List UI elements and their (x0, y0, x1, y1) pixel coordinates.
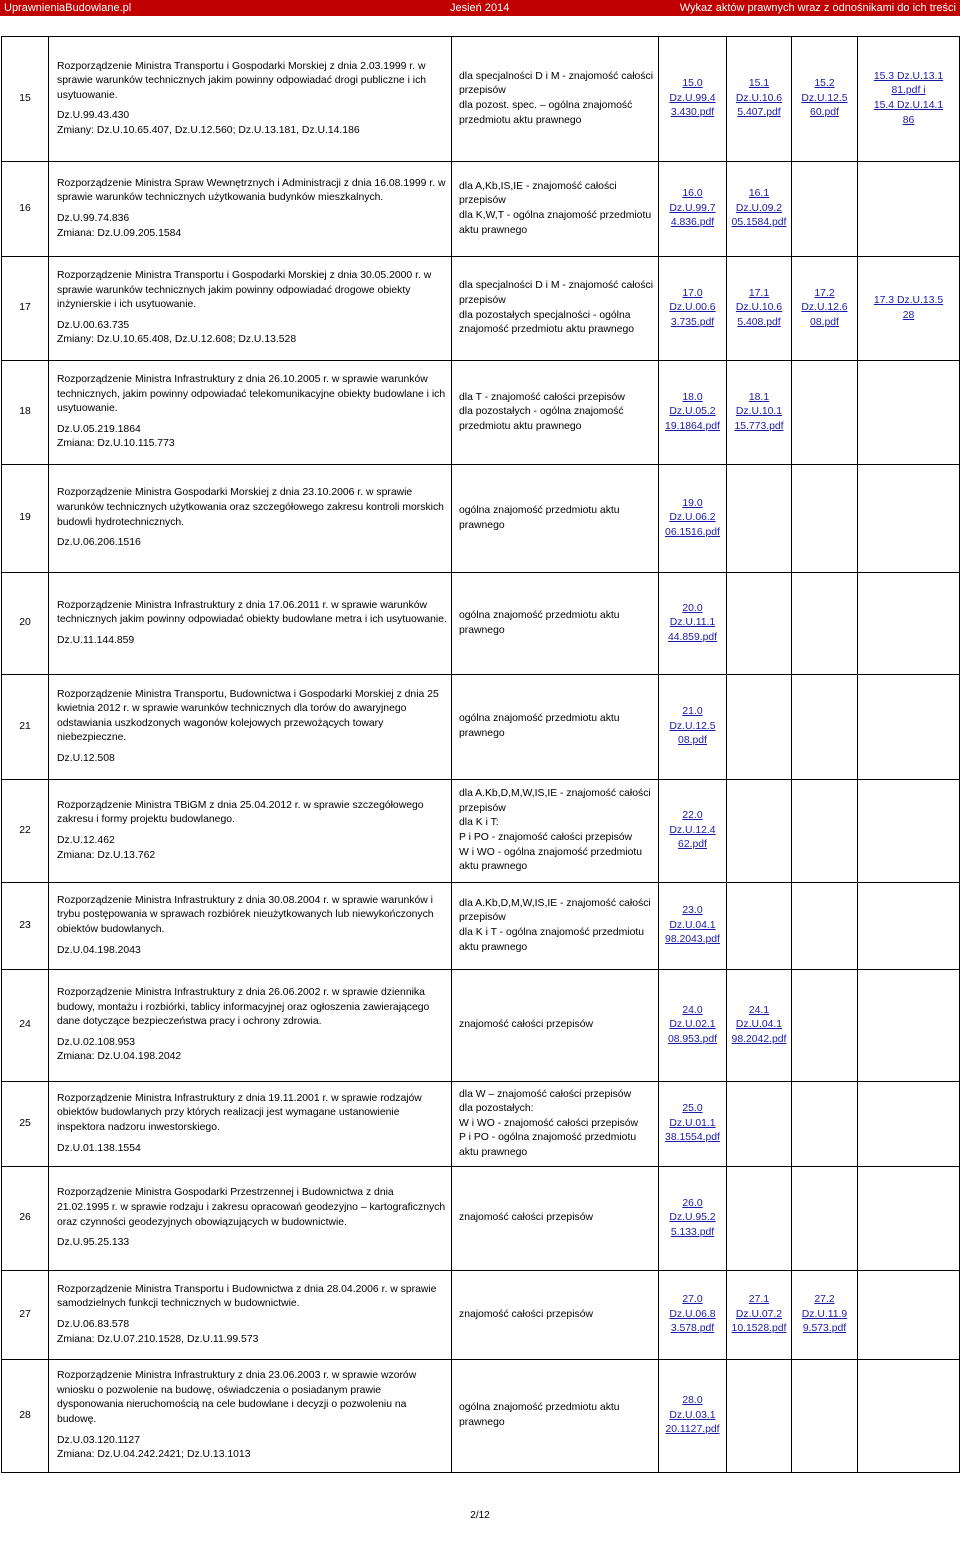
pdf-link-cell (727, 675, 792, 780)
pdf-link-cell[interactable] (659, 1082, 727, 1167)
pdf-link[interactable]: 24.0 Dz.U.02.1 (669, 1004, 716, 1031)
pdf-link-cell[interactable] (792, 257, 858, 361)
description-line: Rozporządzenie Ministra Gospodarki Morskiej z dnia 23.10.2006 r. w sprawie warunków technicznych użytkowania oraz szczegółowego zakresu kontroli morskich budowli hydrotechnicznych. (57, 487, 444, 528)
pdf-link[interactable]: 38.1554.pdf (665, 1132, 720, 1144)
scope-line: ogólna znajomość przedmiotu aktu prawnego (459, 504, 620, 531)
row-number: 20 (2, 573, 49, 675)
regulation-description (49, 573, 452, 675)
pdf-link-cell (792, 970, 858, 1082)
description-line: Dz.U.04.198.2043 (57, 944, 141, 956)
pdf-link[interactable]: 15.2 Dz.U.12.5 (801, 78, 848, 104)
table-row (2, 1167, 960, 1271)
regulation-description (49, 1082, 452, 1167)
pdf-link-cell[interactable] (659, 361, 727, 465)
pdf-link-cell (792, 465, 858, 573)
pdf-link-cell[interactable] (659, 573, 727, 675)
pdf-link[interactable]: 25.0 Dz.U.01.1 (669, 1103, 716, 1129)
regulation-description (49, 361, 452, 465)
row-number: 15 (2, 37, 49, 162)
pdf-link[interactable]: 15.1 Dz.U.10.6 (735, 78, 783, 104)
regulation-description (49, 465, 452, 573)
pdf-link-cell[interactable] (659, 1360, 727, 1473)
scope-line: dla pozostałych - ogólna znajomość przedmiotu aktu prawnego (459, 406, 624, 432)
pdf-link-cell[interactable] (659, 257, 727, 361)
description-line: Zmiana: Dz.U.09.205.1584 (57, 227, 182, 239)
pdf-link[interactable]: 15.0 Dz.U.99.4 (669, 78, 716, 104)
pdf-link[interactable]: 15.3 Dz.U.13.1 (873, 70, 944, 82)
description-line: Rozporządzenie Ministra Gospodarki Przestrzennej i Budownictwa z dnia 21.02.1995 r. w sprawie rodzaju i zakresu opracowań geodezyjno – kartograficznych oraz czynności geodezyjnych obowiązujących w budownictwie. (57, 1187, 446, 1228)
pdf-link[interactable]: 5.407.pdf (737, 107, 781, 119)
pdf-link[interactable]: 23.0 Dz.U.04.1 (669, 905, 716, 931)
description-line: Zmiana: Dz.U.10.115.773 (57, 438, 175, 450)
scope-line: dla T - znajomość całości przepisów (459, 391, 625, 403)
row-number: 23 (2, 883, 49, 970)
table-row (2, 970, 960, 1082)
pdf-link-cell[interactable] (858, 37, 960, 162)
knowledge-scope (452, 573, 659, 675)
pdf-link[interactable]: 5.133.pdf (670, 1226, 715, 1238)
pdf-link-cell (858, 465, 960, 573)
knowledge-scope (452, 162, 659, 257)
pdf-link-cell (727, 883, 792, 970)
description-line: Rozporządzenie Ministra Infrastruktury z dnia 30.08.2004 r. w sprawie warunków i trybu postępowania w sprawach rozbiórek nieużytkowanych lub niewykończonych obiektów budowlanych. (57, 894, 434, 935)
pdf-link-cell[interactable] (659, 465, 727, 573)
scope-line: dla K,W,T - ogólna znajomość przedmiotu aktu prawnego (459, 210, 652, 236)
pdf-link[interactable]: 10.1528.pdf (731, 1323, 787, 1335)
description-line: Dz.U.95.25.133 (57, 1237, 130, 1249)
pdf-link[interactable]: 06.1516.pdf (665, 526, 720, 538)
regulation-description (49, 37, 452, 162)
pdf-link[interactable]: 3.735.pdf (670, 316, 715, 328)
row-number: 22 (2, 780, 49, 883)
scope-line: dla pozostałych specjalności - ogólna znajomość przedmiotu aktu prawnego (459, 309, 635, 336)
description-line: Zmiany: Dz.U.10.65.408, Dz.U.12.608; Dz.U.13.528 (57, 334, 297, 346)
regulation-description (49, 162, 452, 257)
regulation-description (49, 883, 452, 970)
pdf-link[interactable]: 27.2 Dz.U.11.9 (801, 1294, 848, 1320)
row-number: 28 (2, 1360, 49, 1473)
regulation-description (49, 1167, 452, 1271)
pdf-link-cell[interactable] (659, 970, 727, 1082)
pdf-link-cell[interactable] (727, 1271, 792, 1360)
row-number: 19 (2, 465, 49, 573)
pdf-link-cell[interactable] (792, 37, 858, 162)
description-line: Rozporządzenie Ministra Spraw Wewnętrznych i Administracji z dnia 16.08.1999 r. w sprawie warunków technicznych użytkowania budynków mieszkalnych. (57, 177, 446, 204)
pdf-link[interactable]: 26.0 Dz.U.95.2 (669, 1197, 716, 1224)
pdf-link[interactable]: 16.1 Dz.U.09.2 (735, 188, 783, 214)
pdf-link[interactable]: 15.4 Dz.U.14.1 (873, 100, 944, 111)
row-number: 27 (2, 1271, 49, 1360)
pdf-link[interactable]: 5.408.pdf (737, 316, 781, 328)
row-number: 21 (2, 675, 49, 780)
scope-line: dla A.Kb,D,M,W,IS,IE - znajomość całości przepisów (459, 788, 651, 814)
description-line: Dz.U.01.138.1554 (57, 1142, 141, 1154)
description-line: Rozporządzenie Ministra Transportu, Budownictwa i Gospodarki Morskiej z dnia 25 kwietnia 2012 r. w sprawie warunków technicznych dla torów do awaryjnego odstawiania uszkodzonych wagonów kolejowych przewożących towary niebezpieczne. (57, 688, 439, 744)
pdf-link[interactable]: 86 (902, 114, 915, 126)
pdf-link[interactable]: 08.953.pdf (667, 1033, 718, 1045)
table-row (2, 780, 960, 883)
scope-line: ogólna znajomość przedmiotu aktu prawnego (459, 713, 620, 739)
pdf-link-cell (792, 1167, 858, 1271)
table-row (2, 37, 960, 162)
description-line: Dz.U.06.206.1516 (57, 537, 141, 549)
pdf-link-cell[interactable] (727, 162, 792, 257)
pdf-link[interactable]: 98.2043.pdf (665, 934, 720, 946)
description-line: Rozporządzenie Ministra Infrastruktury z dnia 17.06.2011 r. w sprawie warunków technicznych jakim powinny odpowiadać obiekty budowlane metra i ich usytuowanie. (57, 599, 447, 626)
scope-line: dla K i T - ogólna znajomość przedmiotu aktu prawnego (459, 927, 645, 953)
description-line: Dz.U.05.219.1864 (57, 423, 141, 435)
scope-line: W i WO - ogólna znajomość przedmiotu aktu prawnego (459, 846, 643, 873)
table-row (2, 1360, 960, 1473)
description-line: Rozporządzenie Ministra Infrastruktury z dnia 26.10.2005 r. w sprawie warunków technicznych, jakim powinny odpowiadać telekomunikacyjne obiekty budowlane i ich usytuowanie. (57, 374, 446, 415)
pdf-link-cell (792, 675, 858, 780)
pdf-link[interactable]: 28 (902, 309, 915, 321)
pdf-link[interactable]: 27.0 Dz.U.06.8 (669, 1294, 716, 1320)
knowledge-scope (452, 1082, 659, 1167)
scope-line: dla W – znajomość całości przepisów (459, 1088, 632, 1100)
description-line: Dz.U.99.43.430 (57, 110, 130, 122)
pdf-link[interactable]: 81.pdf i (891, 85, 926, 97)
pdf-link-cell (858, 162, 960, 257)
pdf-link-cell (858, 573, 960, 675)
description-line: Zmiana: Dz.U.13.762 (57, 849, 156, 861)
table-row (2, 573, 960, 675)
pdf-link[interactable]: 44.859.pdf (667, 631, 718, 643)
pdf-link-cell[interactable] (727, 37, 792, 162)
regulation-description (49, 1271, 452, 1360)
pdf-link[interactable]: 18.1 Dz.U.10.1 (735, 391, 783, 418)
scope-line: dla pozost. spec. – ogólna znajomość przedmiotu aktu prawnego (459, 100, 633, 126)
scope-line: znajomość całości przepisów (459, 1308, 593, 1320)
regulation-description (49, 257, 452, 361)
pdf-link[interactable]: 16.0 Dz.U.99.7 (669, 188, 716, 214)
knowledge-scope (452, 1167, 659, 1271)
description-line: Rozporządzenie Ministra Transportu i Gospodarki Morskiej z dnia 30.05.2000 r. w sprawie warunków technicznych jakim powinny odpowiadać drogowe obiekty inżynierskie i ich usytuowanie. (57, 270, 432, 311)
scope-line: dla pozostałych: (459, 1103, 534, 1115)
pdf-link[interactable]: 60.pdf (810, 107, 839, 119)
pdf-link-cell (727, 1082, 792, 1167)
pdf-link-cell (727, 1167, 792, 1271)
description-line: Dz.U.06.83.578 (57, 1319, 130, 1330)
description-line: Dz.U.99.74.836 (57, 213, 130, 224)
pdf-link-cell (792, 162, 858, 257)
pdf-link[interactable]: 19.0 Dz.U.06.2 (669, 497, 716, 524)
pdf-link-cell[interactable] (792, 1271, 858, 1360)
scope-line: W i WO - znajomość całości przepisów (459, 1117, 638, 1129)
header-edition: Jesień 2014 (450, 2, 510, 14)
pdf-link-cell (792, 780, 858, 883)
pdf-link[interactable]: 20.0 Dz.U.11.1 (669, 602, 716, 629)
regulation-description (49, 675, 452, 780)
scope-line: dla A.Kb,D,M,W,IS,IE - znajomość całości przepisów (459, 897, 651, 924)
scope-line: ogólna znajomość przedmiotu aktu prawnego (459, 609, 620, 636)
description-line: Dz.U.12.508 (57, 752, 115, 764)
scope-line: dla specjalności D i M - znajomość całości przepisów (459, 70, 654, 97)
legal-acts-table (1, 36, 960, 1473)
header-document-title: Wykaz aktów prawnych wraz z odnośnikami do ich treści (679, 2, 956, 14)
description-line: Dz.U.12.462 (57, 835, 115, 846)
pdf-link[interactable]: 62.pdf (678, 839, 707, 851)
row-number: 17 (2, 257, 49, 361)
description-line: Zmiana: Dz.U.04.198.2042 (57, 1051, 182, 1063)
pdf-link[interactable]: 17.0 Dz.U.00.6 (669, 287, 716, 314)
table-row (2, 162, 960, 257)
pdf-link-cell (858, 883, 960, 970)
pdf-link-cell (858, 1082, 960, 1167)
table-row (2, 361, 960, 465)
knowledge-scope (452, 37, 659, 162)
pdf-link[interactable]: 08.pdf (678, 735, 707, 747)
pdf-link[interactable]: 19.1864.pdf (665, 420, 720, 432)
pdf-link-cell[interactable] (858, 257, 960, 361)
table-row (2, 1082, 960, 1167)
page-number: 2/12 (470, 1510, 490, 1521)
pdf-link[interactable]: 15.773.pdf (734, 420, 784, 432)
scope-line: ogólna znajomość przedmiotu aktu prawnego (459, 1402, 620, 1428)
row-number: 18 (2, 361, 49, 465)
table-row (2, 1271, 960, 1360)
row-number: 25 (2, 1082, 49, 1167)
description-line: Rozporządzenie Ministra Infrastruktury z dnia 19.11.2001 r. w sprawie rodzajów obiektów budowlanych przy których realizacji jest wymagane ustanowienie inspektora nadzoru inwestorskiego. (57, 1092, 422, 1133)
pdf-link[interactable]: 3.578.pdf (670, 1323, 715, 1335)
table-row (2, 465, 960, 573)
pdf-link-cell[interactable] (659, 675, 727, 780)
description-line: Rozporządzenie Ministra Transportu i Gospodarki Morskiej z dnia 2.03.1999 r. w sprawie warunków technicznych jakim powinny odpowiadać drogi publiczne i ich usytuowanie. (57, 60, 427, 101)
pdf-link-cell[interactable] (659, 1167, 727, 1271)
pdf-link[interactable]: 98.2042.pdf (731, 1033, 787, 1045)
pdf-link-cell (727, 573, 792, 675)
description-line: Dz.U.02.108.953 (57, 1036, 135, 1048)
pdf-link-cell (727, 465, 792, 573)
scope-line: dla K i T: (459, 817, 499, 829)
pdf-link-cell[interactable] (727, 970, 792, 1082)
pdf-link-cell (858, 1167, 960, 1271)
description-line: Rozporządzenie Ministra TBiGM z dnia 25.04.2012 r. w sprawie szczegółowego zakresu i formy projektu budowlanego. (57, 799, 424, 826)
pdf-link-cell (858, 1271, 960, 1360)
pdf-link-cell (858, 361, 960, 465)
pdf-link-cell[interactable] (659, 37, 727, 162)
knowledge-scope (452, 675, 659, 780)
pdf-link-cell (792, 1360, 858, 1473)
regulation-description (49, 970, 452, 1082)
pdf-link-cell[interactable] (659, 1271, 727, 1360)
description-line: Dz.U.00.63.735 (57, 319, 130, 331)
knowledge-scope (452, 465, 659, 573)
pdf-link-cell (792, 573, 858, 675)
knowledge-scope (452, 361, 659, 465)
page-header (0, 0, 960, 16)
scope-line: znajomość całości przepisów (459, 1212, 593, 1224)
pdf-link-cell (858, 1360, 960, 1473)
pdf-link[interactable]: 27.1 Dz.U.07.2 (735, 1294, 783, 1320)
pdf-link-cell (792, 361, 858, 465)
table-row (2, 675, 960, 780)
pdf-link-cell (858, 970, 960, 1082)
scope-line: P i PO - ogólna znajomość przedmiotu aktu prawnego (459, 1132, 637, 1158)
pdf-link[interactable]: 22.0 Dz.U.12.4 (669, 810, 716, 836)
pdf-link-cell (858, 675, 960, 780)
knowledge-scope (452, 780, 659, 883)
pdf-link-cell[interactable] (659, 883, 727, 970)
pdf-link-cell[interactable] (727, 361, 792, 465)
pdf-link-cell (727, 780, 792, 883)
pdf-link-cell (727, 1360, 792, 1473)
header-site-name: UprawnieniaBudowlane.pl (4, 2, 132, 14)
pdf-link-cell[interactable] (659, 780, 727, 883)
row-number: 16 (2, 162, 49, 257)
pdf-link[interactable]: 9.573.pdf (802, 1323, 847, 1335)
pdf-link[interactable]: 20.1127.pdf (665, 1424, 720, 1436)
description-line: Zmiany: Dz.U.10.65.407, Dz.U.12.560; Dz.U.13.181, Dz.U.14.186 (57, 124, 360, 136)
knowledge-scope (452, 257, 659, 361)
scope-line: dla A,Kb,IS,IE - znajomość całości przepisów (459, 180, 617, 207)
pdf-link[interactable]: 24.1 Dz.U.04.1 (735, 1004, 783, 1031)
pdf-link-cell[interactable] (659, 162, 727, 257)
pdf-link-cell (858, 780, 960, 883)
pdf-link[interactable]: 18.0 Dz.U.05.2 (669, 391, 716, 418)
regulation-description (49, 780, 452, 883)
pdf-link[interactable]: 08.pdf (810, 316, 839, 328)
knowledge-scope (452, 1360, 659, 1473)
description-line: Rozporządzenie Ministra Transportu i Budownictwa z dnia 28.04.2006 r. w sprawie samodzielnych funkcji technicznych w budownictwie. (57, 1283, 437, 1310)
pdf-link[interactable]: 17.1 Dz.U.10.6 (735, 287, 783, 314)
pdf-link[interactable]: 4.836.pdf (670, 217, 715, 229)
pdf-link[interactable]: 3.430.pdf (670, 107, 715, 119)
knowledge-scope (452, 883, 659, 970)
knowledge-scope (452, 1271, 659, 1360)
scope-line: znajomość całości przepisów (459, 1019, 593, 1031)
pdf-link-cell (792, 1082, 858, 1167)
pdf-link[interactable]: 21.0 Dz.U.12.5 (669, 706, 716, 732)
description-line: Dz.U.03.120.1127 (57, 1434, 140, 1446)
pdf-link[interactable]: 17.2 Dz.U.12.6 (801, 287, 848, 314)
knowledge-scope (452, 970, 659, 1082)
scope-line: P i PO - znajomość całości przepisów (459, 832, 633, 843)
pdf-link[interactable]: 05.1584.pdf (731, 217, 787, 229)
pdf-link[interactable]: 28.0 Dz.U.03.1 (669, 1395, 716, 1421)
description-line: Rozporządzenie Ministra Infrastruktury z dnia 23.06.2003 r. w sprawie wzorów wniosku o pozwolenie na budowę, oświadczenia o posiadanym prawie dysponowania nieruchomością na cele budowlane i decyzji o pozwoleniu na budowę. (57, 1370, 417, 1425)
pdf-link[interactable]: 17.3 Dz.U.13.5 (873, 294, 944, 306)
description-line: Rozporządzenie Ministra Infrastruktury z dnia 26.06.2002 r. w sprawie dziennika budowy, montażu i rozbiórki, tablicy informacyjnej oraz ogłoszenia zawierającego dane dotyczące bezpieczeństwa pracy i ochrony zdrowia. (57, 987, 430, 1028)
scope-line: dla specjalności D i M - znajomość całości przepisów (459, 280, 654, 306)
description-line: Zmiana: Dz.U.04.242.2421; Dz.U.13.1013 (57, 1449, 251, 1461)
row-number: 26 (2, 1167, 49, 1271)
row-number: 24 (2, 970, 49, 1082)
table-row (2, 883, 960, 970)
pdf-link-cell (792, 883, 858, 970)
description-line: Dz.U.11.144.859 (57, 634, 135, 646)
pdf-link-cell[interactable] (727, 257, 792, 361)
table-row (2, 257, 960, 361)
description-line: Zmiana: Dz.U.07.210.1528, Dz.U.11.99.573 (57, 1333, 259, 1345)
regulation-description (49, 1360, 452, 1473)
